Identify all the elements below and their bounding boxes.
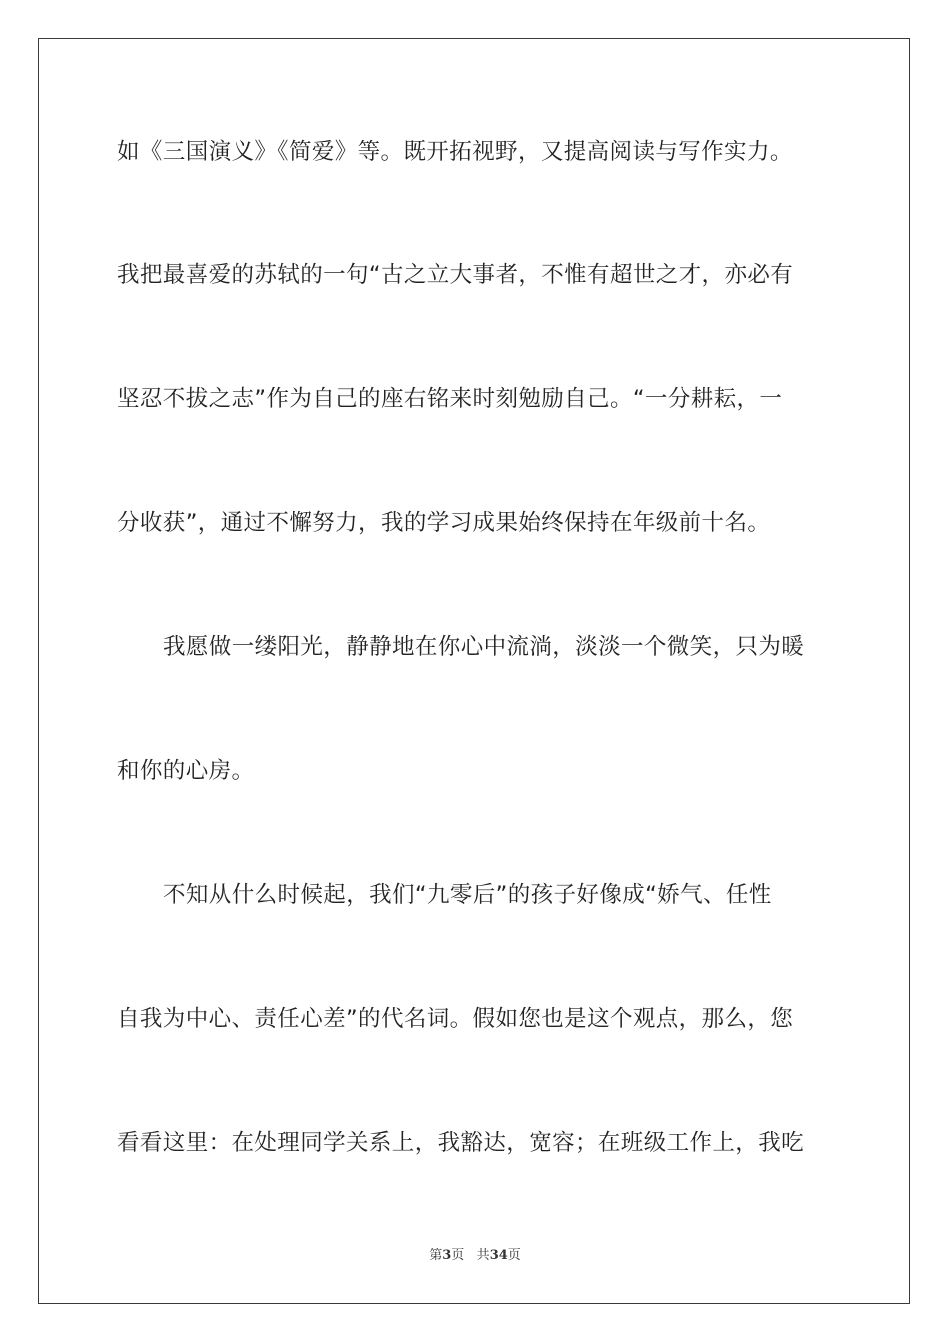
text-line-2: 我把最喜爱的苏轼的一句“古之立大事者，不惟有超世之才，亦必有 [117, 262, 794, 288]
text-line-8: 自我为中心、责任心差”的代名词。假如您也是这个观点，那么，您 [117, 1006, 794, 1032]
page-footer [0, 1244, 950, 1263]
text-line-4: 分收获”，通过不懈努力，我的学习成果始终保持在年级前十名。 [117, 510, 771, 536]
text-line-9: 看看这里：在处理同学关系上，我豁达，宽容；在班级工作上，我吃 [117, 1130, 805, 1156]
text-line-7: 不知从什么时候起，我们“九零后”的孩子好像成“娇气、任性 [163, 882, 772, 908]
text-line-3: 坚忍不拔之志”作为自己的座右铭来时刻勉励自己。“一分耕耘，一 [117, 386, 783, 412]
footer-total-prefix: 共 [476, 1248, 490, 1263]
text-line-1: 如《三国演义》《简爱》等。既开拓视野，又提高阅读与写作实力。 [117, 139, 793, 165]
footer-page-suffix: 页 [451, 1248, 465, 1263]
footer-page-number: 3 [442, 1248, 452, 1263]
footer-total-suffix: 页 [507, 1248, 521, 1263]
text-line-6: 和你的心房。 [117, 758, 255, 784]
footer-total-pages: 34 [489, 1248, 508, 1263]
footer-page-prefix: 第 [429, 1248, 443, 1263]
page-border [38, 38, 910, 1304]
text-line-5: 我愿做一缕阳光，静静地在你心中流淌，淡淡一个微笑，只为暖 [163, 634, 805, 660]
